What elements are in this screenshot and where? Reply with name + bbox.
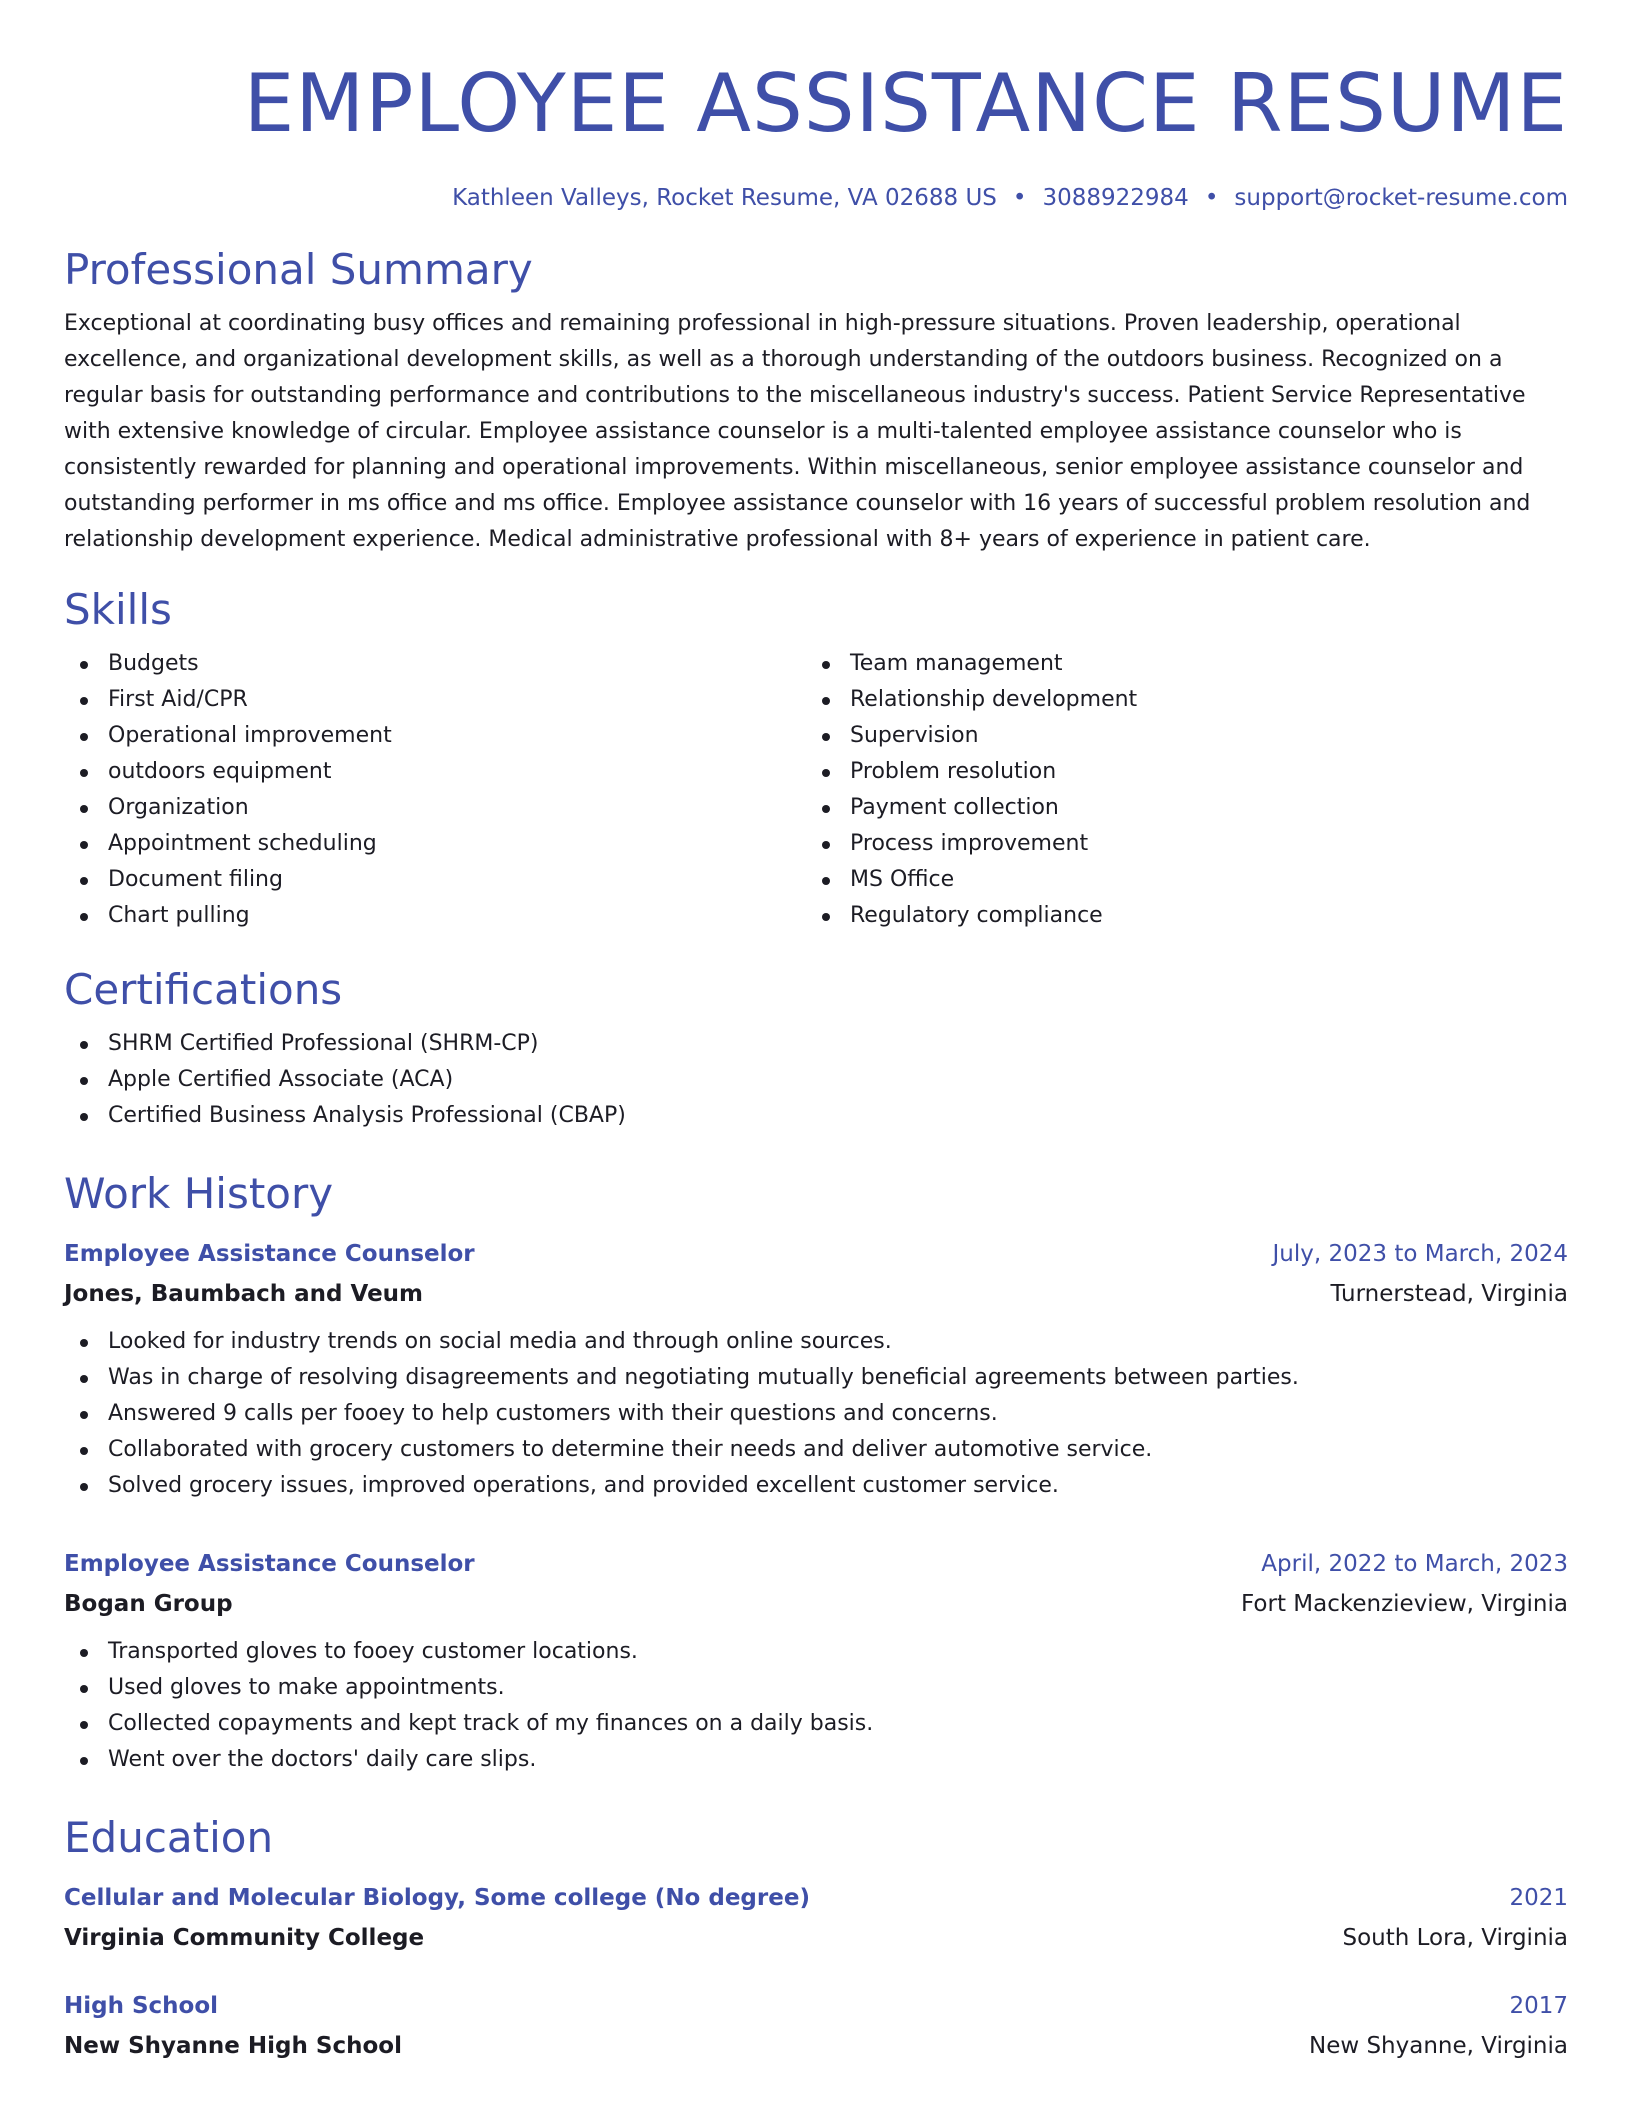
job-dates: July, 2023 to March, 2024 bbox=[1272, 1241, 1568, 1267]
skills-right-list bbox=[806, 646, 1548, 934]
education-school: New Shyanne High School bbox=[64, 2033, 402, 2059]
skill-item: Document filing bbox=[64, 862, 806, 898]
certification-item: SHRM Certified Professional (SHRM-CP) bbox=[64, 1026, 1568, 1062]
skill-item: MS Office bbox=[806, 862, 1548, 898]
contact-line bbox=[64, 182, 1568, 214]
education-location: South Lora, Virginia bbox=[1342, 1925, 1568, 1951]
skills-left-list bbox=[64, 646, 806, 934]
skill-item: outdoors equipment bbox=[64, 754, 806, 790]
job-entry bbox=[64, 1544, 1568, 1778]
skills-heading: Skills bbox=[64, 585, 172, 634]
skill-item: Regulatory compliance bbox=[806, 898, 1548, 934]
job-duty: Collected copayments and kept track of my finances on a daily basis. bbox=[64, 1706, 1568, 1742]
job-location: Turnerstead, Virginia bbox=[1330, 1281, 1568, 1307]
skill-item: Process improvement bbox=[806, 826, 1548, 862]
skill-item: Appointment scheduling bbox=[64, 826, 806, 862]
job-duty: Collaborated with grocery customers to determine their needs and deliver automotive service. bbox=[64, 1432, 1568, 1468]
education-year: 2017 bbox=[1509, 1993, 1568, 2019]
job-duty: Used gloves to make appointments. bbox=[64, 1670, 1568, 1706]
summary-text: Exceptional at coordinating busy offices and remaining professional in high-pressure situations. Proven leadership, operational excellence, and organizational development skills, as well as a thorough understanding of the outdoors business. Recognized on a regular basis for outstanding performance and contributions to the miscellaneous industry's success. Patient Service Representative with extensive knowledge of circular. Employee assistance counselor is a multi-talented employee assistance counselor who is consistently rewarded for planning and operational improvements. Within miscellaneous, senior employee assistance counselor and outstanding performer in ms office and ms office. Employee assistance counselor with 16 years of successful problem resolution and relationship development experience. Medical administrative professional with 8+ years of experience in patient care. bbox=[64, 311, 1531, 552]
certification-item: Apple Certified Associate (ACA) bbox=[64, 1062, 1568, 1098]
job-duty: Solved grocery issues, improved operations, and provided excellent customer service. bbox=[64, 1468, 1568, 1504]
skill-item: Problem resolution bbox=[806, 754, 1548, 790]
job-duty: Looked for industry trends on social media and through online sources. bbox=[64, 1324, 1568, 1360]
education-degree: Cellular and Molecular Biology, Some college (No degree) bbox=[64, 1885, 810, 1911]
job-entry bbox=[64, 1234, 1568, 1504]
contact-email: support@rocket-resume.com bbox=[1234, 185, 1568, 211]
job-duties-list bbox=[64, 1324, 1568, 1504]
education-degree: High School bbox=[64, 1993, 219, 2019]
certifications-list bbox=[64, 1026, 1568, 1134]
education-year: 2021 bbox=[1509, 1885, 1568, 1911]
job-duty: Went over the doctors' daily care slips. bbox=[64, 1742, 1568, 1778]
education-location: New Shyanne, Virginia bbox=[1308, 2033, 1568, 2059]
skill-item: Relationship development bbox=[806, 682, 1548, 718]
job-role: Employee Assistance Counselor bbox=[64, 1551, 475, 1577]
education-heading: Education bbox=[64, 1813, 274, 1862]
job-company: Jones, Baumbach and Veum bbox=[64, 1281, 424, 1307]
education-entry bbox=[64, 1986, 1568, 2066]
job-duty: Transported gloves to fooey customer locations. bbox=[64, 1634, 1568, 1670]
contact-phone: 3088922984 bbox=[1042, 185, 1189, 211]
certification-item: Certified Business Analysis Professional (CBAP) bbox=[64, 1098, 1568, 1134]
summary-heading: Professional Summary bbox=[64, 245, 533, 294]
job-duties-list bbox=[64, 1634, 1568, 1778]
skill-item: Chart pulling bbox=[64, 898, 806, 934]
skill-item: Organization bbox=[64, 790, 806, 826]
job-dates: April, 2022 to March, 2023 bbox=[1261, 1551, 1568, 1577]
contact-address: Kathleen Valleys, Rocket Resume, VA 02688 US bbox=[452, 185, 997, 211]
job-role: Employee Assistance Counselor bbox=[64, 1241, 475, 1267]
certifications-heading: Certifications bbox=[64, 965, 343, 1014]
skill-item: Budgets bbox=[64, 646, 806, 682]
skills-grid bbox=[64, 646, 1568, 934]
contact-separator: • bbox=[1204, 185, 1219, 211]
skill-item: Payment collection bbox=[806, 790, 1548, 826]
skill-item: Team management bbox=[806, 646, 1548, 682]
work-history-heading: Work History bbox=[64, 1169, 334, 1218]
education-entry bbox=[64, 1878, 1568, 1958]
job-duty: Was in charge of resolving disagreements and negotiating mutually beneficial agreements between parties. bbox=[64, 1360, 1568, 1396]
job-location: Fort Mackenzieview, Virginia bbox=[1241, 1591, 1568, 1617]
skill-item: Supervision bbox=[806, 718, 1548, 754]
resume-page bbox=[64, 0, 1568, 2066]
skill-item: First Aid/CPR bbox=[64, 682, 806, 718]
education-school: Virginia Community College bbox=[64, 1925, 425, 1951]
job-duty: Answered 9 calls per fooey to help customers with their questions and concerns. bbox=[64, 1396, 1568, 1432]
job-company: Bogan Group bbox=[64, 1591, 233, 1617]
contact-separator: • bbox=[1012, 185, 1027, 211]
skill-item: Operational improvement bbox=[64, 718, 806, 754]
resume-title: EMPLOYEE ASSISTANCE RESUME bbox=[243, 57, 1568, 150]
